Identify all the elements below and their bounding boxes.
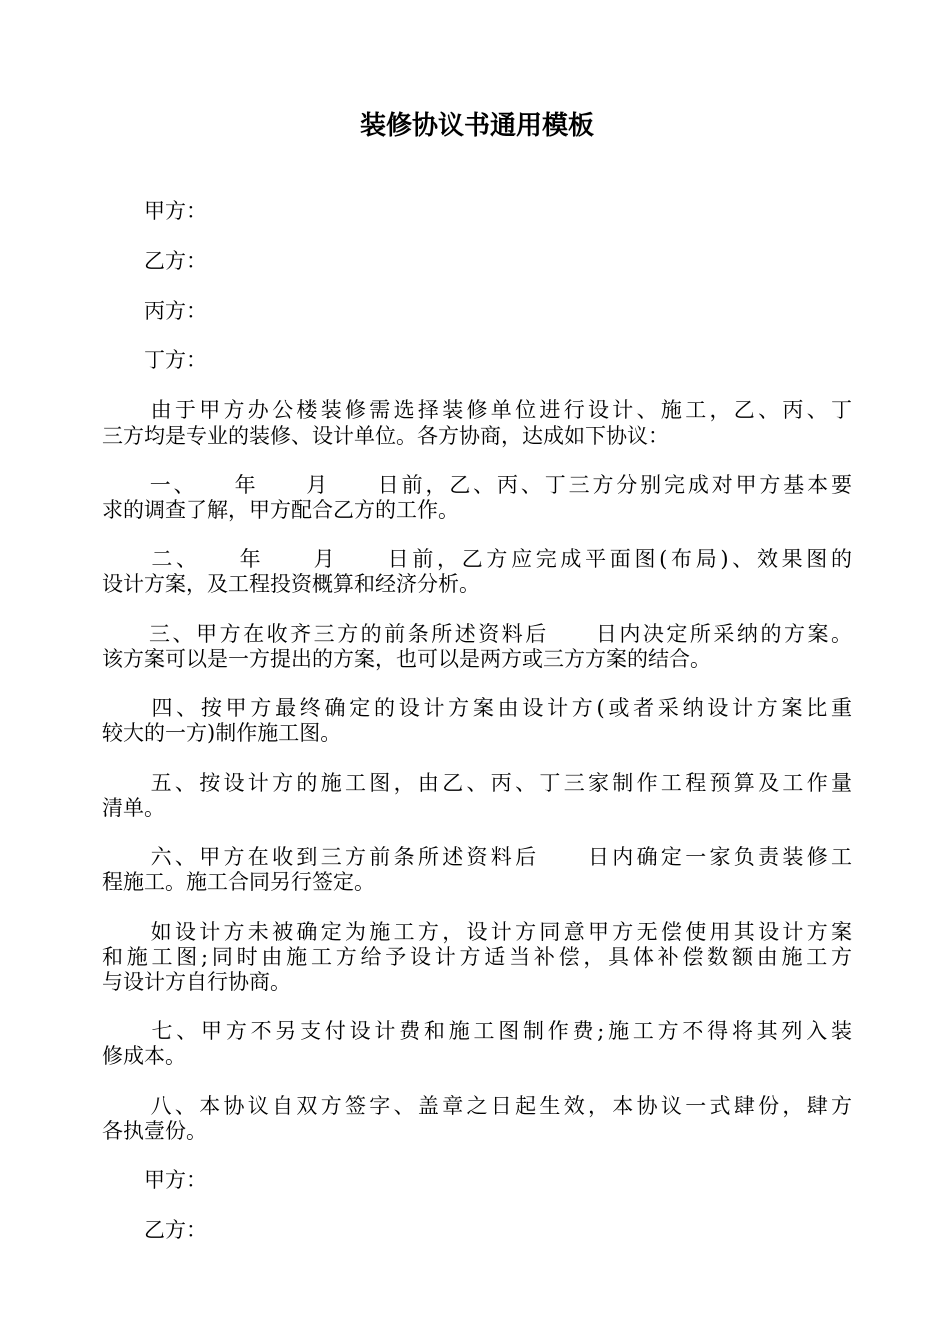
signature-party-a: 甲方： <box>102 1168 207 1192</box>
clause-1-line-2: 求的调查了解，甲方配合乙方的工作。 <box>102 498 459 522</box>
clause-8-line-2: 各执壹份。 <box>102 1119 207 1143</box>
clause-6-note-line-2: 和施工图;同时由施工方给予设计方适当补偿，具体补偿数额由施工方 <box>102 945 852 969</box>
clause-4-line-2: 较大的一方)制作施工图。 <box>102 721 342 745</box>
clause-7-line-2: 修成本。 <box>102 1044 186 1068</box>
clause-6-note-line-3: 与设计方自行协商。 <box>102 970 291 994</box>
signature-party-b: 乙方： <box>102 1218 207 1242</box>
clause-1-line-1: 一、 年 月 日前，乙、丙、丁三方分别完成对甲方基本要 <box>102 473 852 497</box>
clause-8-line-1: 八、本协议自双方签字、盖章之日起生效，本协议一式肆份，肆方 <box>102 1094 852 1118</box>
clause-3-line-2: 该方案可以是一方提出的方案，也可以是两方或三方方案的结合。 <box>102 647 711 671</box>
clause-6-note-line-1: 如设计方未被确定为施工方，设计方同意甲方无偿使用其设计方案 <box>102 920 852 944</box>
party-a-line: 甲方： <box>102 199 207 223</box>
party-c-line: 丙方： <box>102 299 207 323</box>
clause-2-line-2: 设计方案，及工程投资概算和经济分析。 <box>102 572 480 596</box>
preamble-line-1: 由于甲方办公楼装修需选择装修单位进行设计、施工，乙、丙、丁 <box>102 398 852 422</box>
document-title: 装修协议书通用模板 <box>359 111 594 141</box>
clause-5-line-1: 五、按设计方的施工图，由乙、丙、丁三家制作工程预算及工作量 <box>102 771 852 795</box>
clause-6-line-2: 程施工。施工合同另行签定。 <box>102 870 375 894</box>
clause-3-line-1: 三、甲方在收齐三方的前条所述资料后 日内决定所采纳的方案。 <box>102 622 852 646</box>
clause-6-line-1: 六、甲方在收到三方前条所述资料后 日内确定一家负责装修工 <box>102 845 852 869</box>
clause-7-line-1: 七、甲方不另支付设计费和施工图制作费;施工方不得将其列入装 <box>102 1019 852 1043</box>
clause-2-line-1: 二、 年 月 日前，乙方应完成平面图(布局)、效果图的 <box>102 547 852 571</box>
document-page <box>102 0 852 1344</box>
party-d-line: 丁方： <box>102 348 207 372</box>
clause-4-line-1: 四、按甲方最终确定的设计方案由设计方(或者采纳设计方案比重 <box>102 696 852 720</box>
clause-5-line-2: 清单。 <box>102 796 165 820</box>
preamble-line-2: 三方均是专业的装修、设计单位。各方协商，达成如下协议： <box>102 424 669 448</box>
party-b-line: 乙方： <box>102 249 207 273</box>
